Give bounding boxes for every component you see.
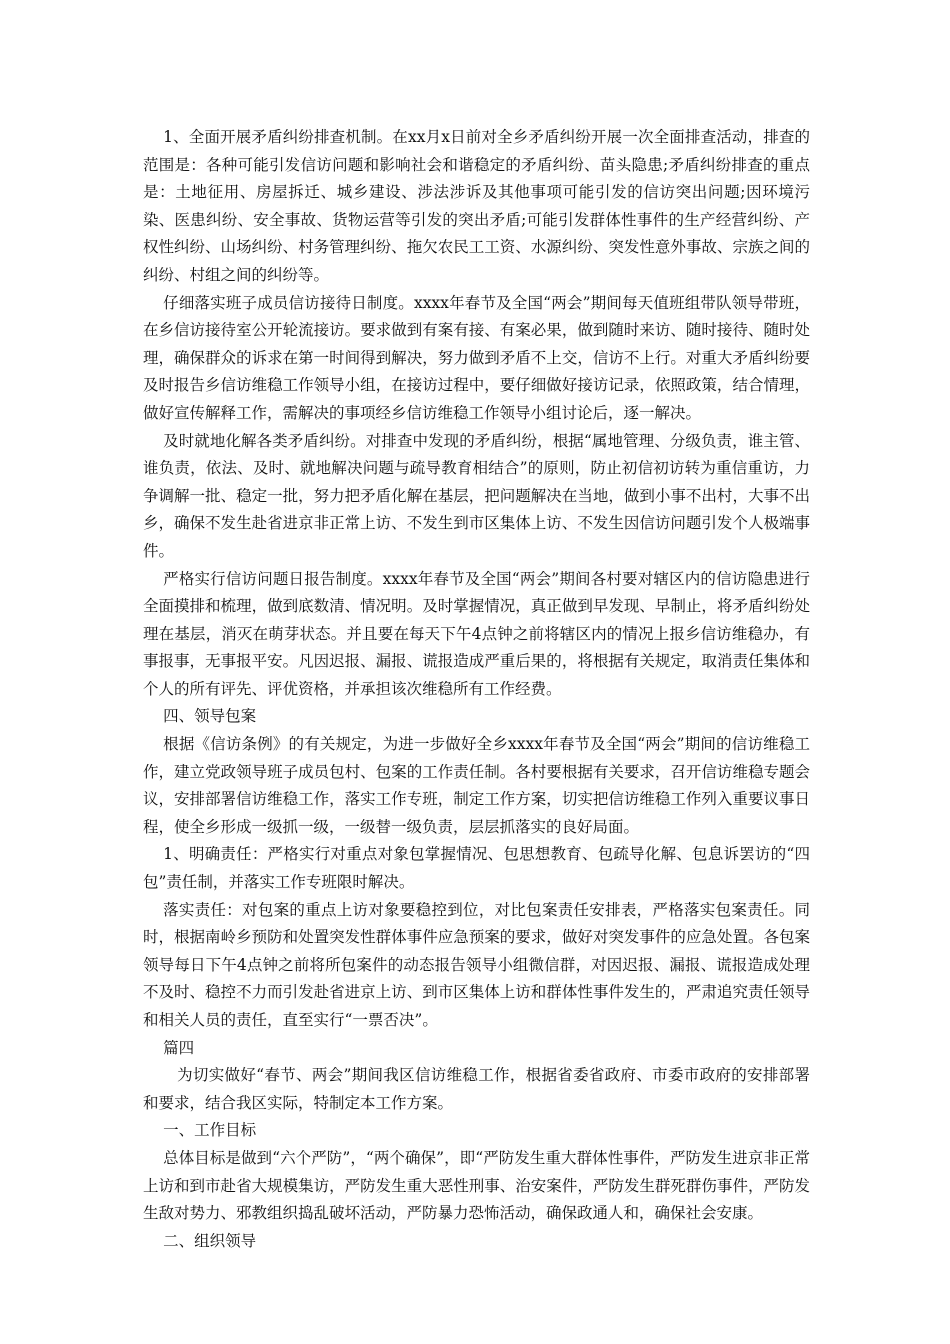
paragraph-overall-goal: 总体目标是做到“六个严防”，“两个确保”，即“严防发生重大群体性事件，严防发生进京非正常上访和到市赴省大规模集访，严防发生重大恶性刑事、治安案件，严防发生群死群伤事件，严防发生敌对势力、邪教组织捣乱破坏活动，严防暴力恐怖活动，确保政通人和，确保社会安康。 — [143, 1148, 810, 1223]
paragraph-clarify-responsibility: 1、明确责任：严格实行对重点对象包掌握情况、包思想教育、包疏导化解、包息诉罢访的“四包”责任制，并落实工作专班限时解决。 — [143, 845, 810, 892]
section-heading-goals: 一、工作目标 — [163, 1121, 257, 1140]
document-page — [143, 124, 810, 1255]
paragraph-daily-report: 严格实行信访问题日报告制度。xxxx年春节及全国“两会”期间各村要对辖区内的信访隐患进行全面摸排和梳理，做到底数清、情况明。及时掌握情况，真正做到早发现、早制止，将矛盾纠纷处理在基层，消灭在萌芽状态。并且要在每天下午4点钟之前将辖区内的情况上报乡信访维稳办，有事报事，无事报平安。凡因迟报、漏报、谎报造成严重后果的，将根据有关规定，取消责任集体和个人的所有评先、评优资格，并承担该次维稳所有工作经费。 — [143, 569, 810, 698]
paragraph-reception-day: 仔细落实班子成员信访接待日制度。xxxx年春节及全国“两会”期间每天值班组带队领导带班，在乡信访接待室公开轮流接访。要求做到有案有接、有案必果，做到随时来访、随时接待、随时处理，确保群众的诉求在第一时间得到解决，努力做到矛盾不上交，信访不上行。对重大矛盾纠纷要及时报告乡信访维稳工作领导小组，在接访过程中，要仔细做好接访记录，依照政策，结合情理，做好宣传解释工作，需解决的事项经乡信访维稳工作领导小组讨论后，逐一解决。 — [143, 293, 810, 422]
section-heading-organization: 二、组织领导 — [163, 1231, 257, 1250]
paragraph-investigation: 1、全面开展矛盾纠纷排查机制。在xx月x日前对全乡矛盾纠纷开展一次全面排查活动，排查的范围是：各种可能引发信访问题和影响社会和谐稳定的矛盾纠纷、苗头隐患;矛盾纠纷排查的重点是：土地征用、房屋拆迁、城乡建设、涉法涉诉及其他事项可能引发的信访突出问题;因环境污染、医患纠纷、安全事故、货物运营等引发的突出矛盾;可能引发群体性事件的生产经营纠纷、产权性纠纷、山场纠纷、村务管理纠纷、拖欠农民工工资、水源纠纷、突发性意外事故、宗族之间的纠纷、村组之间的纠纷等。 — [143, 128, 810, 284]
section-heading-part-four: 篇四 — [163, 1038, 195, 1057]
paragraph-resolve-disputes: 及时就地化解各类矛盾纠纷。对排查中发现的矛盾纠纷，根据“属地管理、分级负责，谁主管、谁负责，依法、及时、就地解决问题与疏导教育相结合”的原则，防止初信初访转为重信重访，力争调解一批、稳定一批，努力把矛盾化解在基层，把问题解决在当地，做到小事不出村，大事不出乡，确保不发生赴省进京非正常上访、不发生到市区集体上访、不发生因信访问题引发个人极端事件。 — [143, 431, 810, 560]
paragraph-implement-responsibility: 落实责任：对包案的重点上访对象要稳控到位，对比包案责任安排表，严格落实包案责任。同时，根据南岭乡预防和处置突发性群体事件应急预案的要求，做好对突发事件的应急处置。各包案领导每日下午4点钟之前将所包案件的动态报告领导小组微信群，对因迟报、漏报、谎报造成处理不及时、稳控不力而引发赴省进京上访、到市区集体上访和群体性事件发生的，严肃追究责任领导和相关人员的责任，直至实行“一票否决”。 — [143, 900, 810, 1029]
paragraph-regulations: 根据《信访条例》的有关规定，为进一步做好全乡xxxx年春节及全国“两会”期间的信访维稳工作，建立党政领导班子成员包村、包案的工作责任制。各村要根据有关要求，召开信访维稳专题会议，安排部署信访维稳工作，落实工作专班，制定工作方案，切实把信访维稳工作列入重要议事日程，使全乡形成一级抓一级，一级替一级负责，层层抓落实的良好局面。 — [143, 735, 810, 836]
section-heading-leadership-cases: 四、领导包案 — [163, 707, 257, 726]
paragraph-intro: 为切实做好“春节、两会”期间我区信访维稳工作，根据省委省政府、市委市政府的安排部署和要求，结合我区实际，特制定本工作方案。 — [143, 1066, 810, 1112]
